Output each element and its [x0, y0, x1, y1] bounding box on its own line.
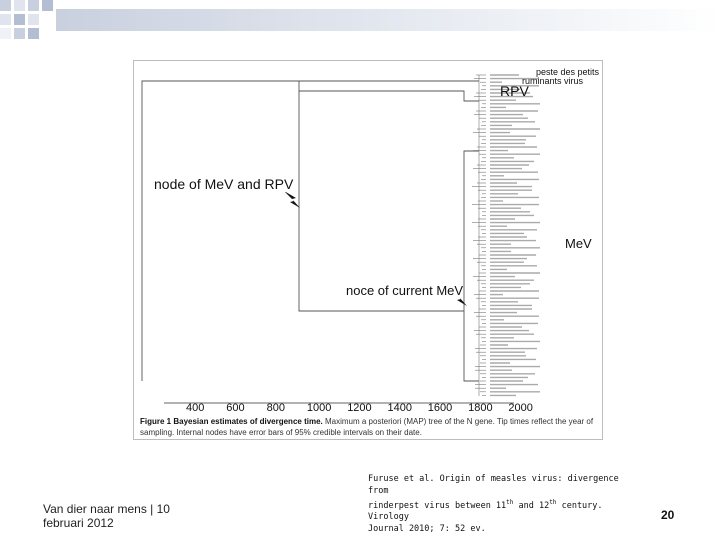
citation-sup-1: th: [506, 499, 514, 506]
footer-line-1: Van dier naar mens | 10: [43, 502, 170, 516]
footer-source: [43, 502, 170, 530]
deco-square: [0, 0, 11, 11]
deco-square: [28, 14, 39, 25]
citation-sup-2: th: [549, 499, 557, 506]
figure-caption: [140, 416, 595, 438]
axis-tick-1000: 1000: [306, 402, 332, 414]
label-mev: MeV: [565, 236, 592, 251]
tree-node-mev: [464, 151, 479, 381]
axis-tick-1800: 1800: [468, 402, 493, 414]
axis-tick-400: 400: [186, 402, 205, 414]
label-ppr-line2: ruminants virus: [522, 76, 584, 86]
axis-tick-1400: 1400: [387, 402, 412, 414]
tree-node-mev-rpv: [299, 91, 464, 311]
deco-square: [14, 28, 25, 39]
label-rpv: RPV: [500, 83, 529, 99]
axis-tick-1600: 1600: [427, 402, 453, 414]
axis-tick-800: 800: [266, 402, 285, 414]
caption-title: Figure 1 Bayesian estimates of divergence time.: [140, 417, 323, 426]
footer-line-2: februari 2012: [43, 516, 114, 530]
phylogenetic-tree: [134, 61, 602, 439]
tree-branch-ppr-rpv: [299, 81, 479, 101]
tree-root-branch: [142, 81, 479, 381]
axis-tick-2000: 2000: [508, 402, 533, 414]
citation-line-3: Journal 2010; 7: 52 ev.: [368, 523, 486, 534]
deco-square: [42, 0, 53, 11]
phylogenetic-figure: [133, 60, 603, 440]
deco-square: [28, 28, 39, 39]
axis-tick-1200: 1200: [347, 402, 372, 414]
page-number: 20: [661, 508, 675, 522]
citation-line-2: [368, 497, 638, 524]
deco-square: [14, 0, 25, 11]
deco-square: [0, 14, 11, 25]
caption-text: Maximum a posteriori (MAP) tree of the N gene. Tip times reflect the year of sampling. Internal nodes have error bars of 95% credible intervals on their date.: [140, 417, 594, 437]
citation-line-1: Furuse et al. Origin of measles virus: divergence from: [368, 474, 619, 496]
citation-line-2-post: century. Virology: [368, 500, 603, 523]
label-node-current-mev: noce of current MeV: [346, 283, 464, 298]
label-node-mev-rpv: node of MeV and RPV: [154, 176, 294, 192]
citation-line-2-mid: and 12: [513, 500, 550, 511]
citation: [368, 474, 638, 535]
header-bar: [56, 9, 720, 31]
label-ppr-line1: peste des petits: [536, 67, 600, 77]
deco-square: [14, 14, 25, 25]
deco-square: [0, 28, 11, 39]
citation-line-2-pre: rinderpest virus between 11: [368, 500, 507, 511]
axis-tick-600: 600: [226, 402, 245, 414]
deco-square: [28, 0, 39, 11]
arrow-node-mev-rpv: [284, 191, 300, 208]
